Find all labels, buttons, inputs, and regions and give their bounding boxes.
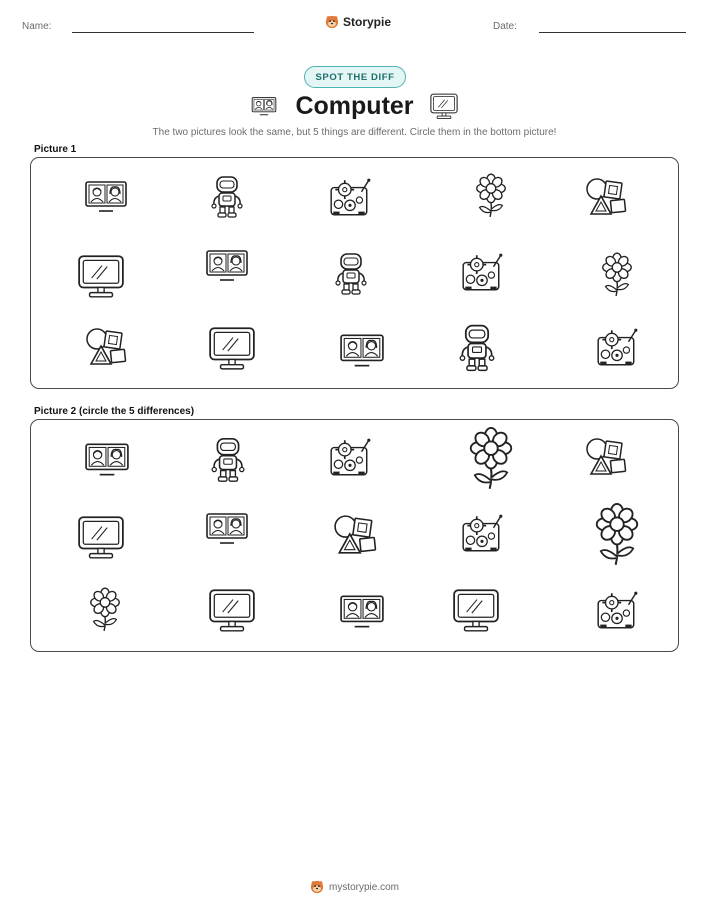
picture2-label: Picture 2 (circle the 5 differences) [34,406,195,417]
storypie-logo-icon [310,880,324,894]
flower-icon[interactable] [590,502,644,568]
name-input-line[interactable] [72,32,254,33]
footer [0,880,709,894]
robot-icon [210,175,244,219]
shapes-icon [82,326,130,368]
photo-frame-icon [339,333,385,369]
gear-machine-icon[interactable] [594,589,640,633]
date-label: Date: [493,21,517,32]
picture1-label: Picture 1 [34,144,77,155]
gear-machine-icon [327,177,373,219]
date-input-line[interactable] [539,32,686,33]
flower-icon [472,173,510,219]
name-label: Name: [22,21,52,32]
shapes-icon[interactable] [582,436,630,478]
monitor-icon[interactable] [207,586,257,634]
gear-machine-icon[interactable] [327,436,373,480]
monitor-icon [207,324,257,372]
flower-icon [598,252,636,298]
monitor-icon [76,253,126,299]
brand-logo [325,15,391,29]
gear-machine-icon [594,326,640,370]
storypie-logo-icon [325,15,339,29]
instructions: The two pictures look the same, but 5 things are different. Circle them in the bottom picture! [152,127,557,138]
footer-url[interactable]: mystorypie.com [328,881,399,893]
brand-name: Storypie [343,15,392,29]
photo-frame-icon[interactable] [205,512,249,546]
shapes-icon [582,176,630,218]
monitor-icon[interactable] [76,514,126,560]
photo-frame-icon [84,180,128,214]
robot-icon [334,249,368,299]
photo-frame-icon[interactable] [84,442,130,478]
page-title: Computer [295,92,414,120]
photo-frame-icon[interactable] [339,594,385,630]
shapes-icon[interactable] [330,513,380,557]
monitor-icon [429,92,459,120]
robot-icon [458,323,496,373]
monitor-icon[interactable] [451,586,501,634]
spot-the-diff-badge: SPOT THE DIFF [304,66,406,88]
flower-icon[interactable] [86,587,124,633]
flower-icon[interactable] [464,426,518,492]
photo-frame-icon [205,249,249,283]
robot-icon[interactable] [210,436,246,484]
gear-machine-icon[interactable] [459,512,505,556]
gear-machine-icon [459,250,505,296]
